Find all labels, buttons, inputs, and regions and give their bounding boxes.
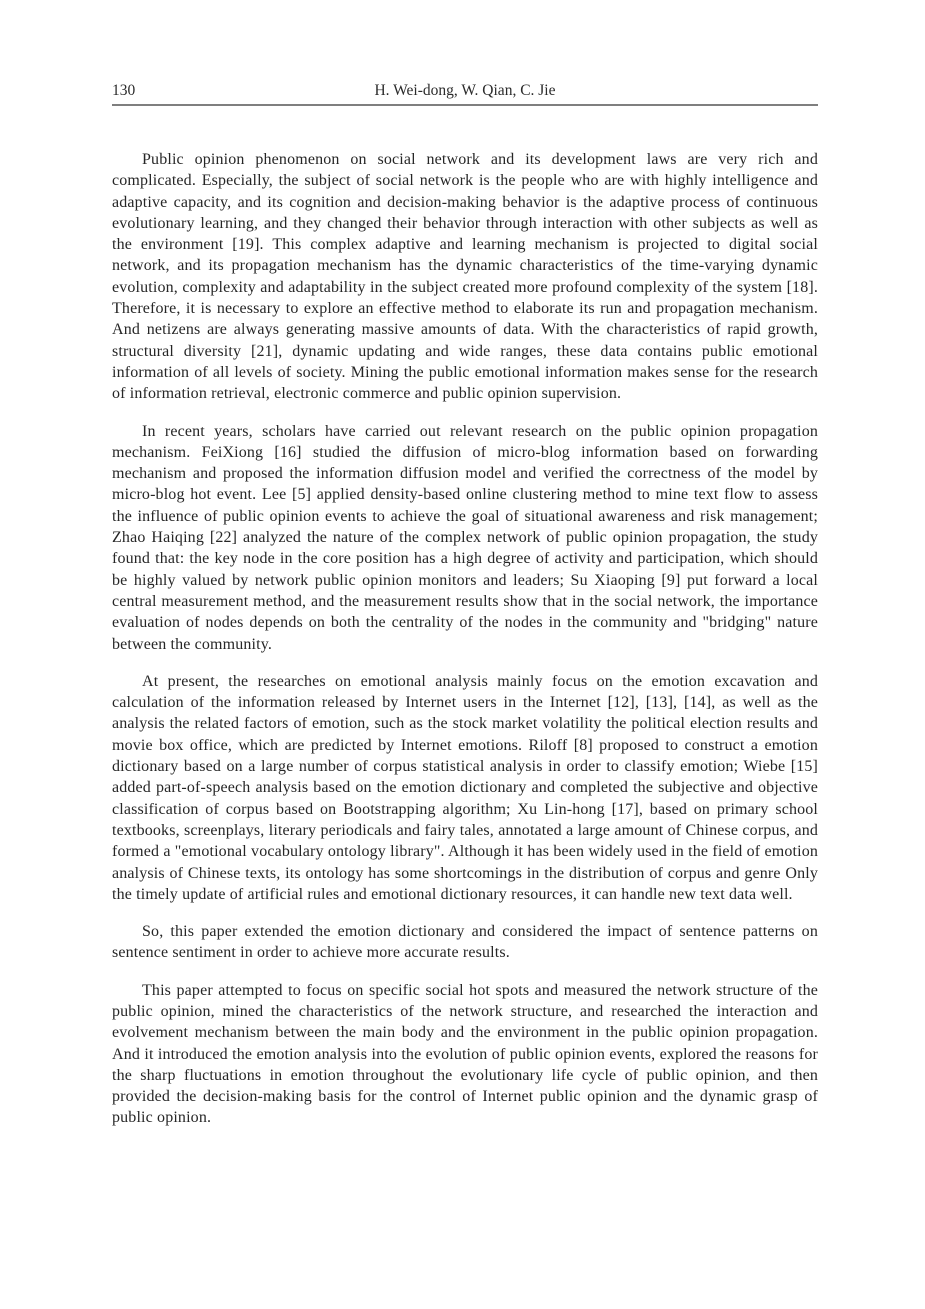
paragraph: In recent years, scholars have carried out relevant research on the public opinion propagation mechanism. FeiXiong [16] studied the diffusion of micro-blog information based on forwarding mechanism and proposed the information diffusion model and verified the correctness of the model by micro-blog hot event. Lee [5] applied density-based online clustering method to mine text flow to assess the influence of public opinion events to achieve the goal of situational awareness and risk management; Zhao Haiqing [22] analyzed the nature of the complex network of public opinion propagation, the study found that: the key node in the core position has a high degree of activity and participation, which should be highly valued by network public opinion monitors and leaders; Su Xiaoping [9] put forward a local central measurement method, and the measurement results show that in the social network, the importance evaluation of nodes depends on both the centrality of the nodes in the community and "bridging" nature between the community. xyxy=(112,422,818,653)
running-title: H. Wei-dong, W. Qian, C. Jie xyxy=(374,82,556,99)
paragraph: This paper attempted to focus on specific social hot spots and measured the network structure of the public opinion, mined the characteristics of the network structure, and researched the interaction and evolvement mechanism between the main body and the environment in the public opinion propagation. And it introduced the emotion analysis into the evolution of public opinion events, explored the reasons for the sharp fluctuations in emotion throughout the evolutionary life cycle of public opinion, and then provided the decision-making basis for the control of Internet public opinion and the dynamic grasp of public opinion. xyxy=(112,981,818,1127)
running-header xyxy=(112,82,818,99)
paragraph: Public opinion phenomenon on social network and its development laws are very rich and complicated. Especially, the subject of social network is the people who are with highly intelligence and adaptive capacity, and its cognition and decision-making behavior is the adaptive process of continuous evolutionary learning, and they changed their behavior through interaction with other subjects as well as the environment [19]. This complex adaptive and learning mechanism is projected to digital social network, and its propagation mechanism has the dynamic characteristics of the time-varying dynamic evolution, complexity and adaptability in the subject created more profound complexity of the system [18]. Therefore, it is necessary to explore an effective method to elaborate its run and propagation mechanism. And netizens are always generating massive amounts of data. With the characteristics of rapid growth, structural diversity [21], dynamic updating and wide ranges, these data contains public emotional information of all levels of society. Mining the public emotional information makes sense for the research of information retrieval, electronic commerce and public opinion supervision. xyxy=(112,151,818,403)
paragraph: At present, the researches on emotional analysis mainly focus on the emotion excavation and calculation of the information released by Internet users in the Internet [12], [13], [14], as well as the analysis the related factors of emotion, such as the stock market volatility the political election results and movie box office, which are predicted by Internet emotions. Riloff [8] proposed to construct a emotion dictionary based on a large number of corpus statistical analysis in order to classify emotion; Wiebe [15] added part-of-speech analysis based on the emotion dictionary and completed the subjective and objective classification of corpus based on Bootstrapping algorithm; Xu Lin-hong [17], based on primary school textbooks, screenplays, literary periodicals and fairy tales, annotated a large amount of Chinese corpus, and formed a "emotional vocabulary ontology library". Although it has been widely used in the field of emotion analysis of Chinese texts, its ontology has some shortcomings in the distribution of corpus and genre Only the timely update of artificial rules and emotional dictionary resources, it can handle new text data well. xyxy=(112,672,818,903)
page-number: 130 xyxy=(112,82,136,99)
header-rule xyxy=(112,104,818,106)
article-body xyxy=(112,149,818,1129)
paragraph: So, this paper extended the emotion dictionary and considered the impact of sentence patterns on sentence sentiment in order to achieve more accurate results. xyxy=(112,923,818,962)
